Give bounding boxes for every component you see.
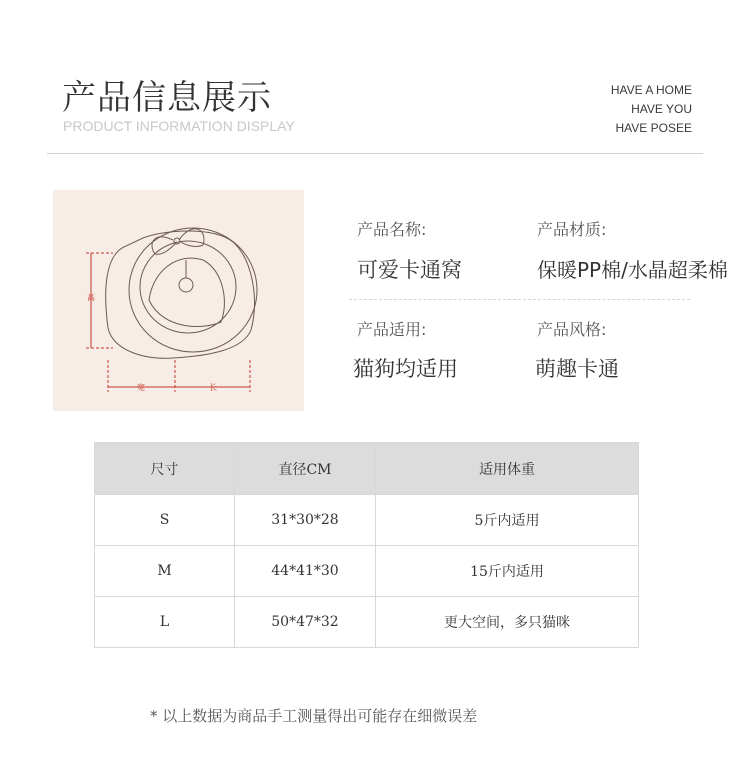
cell-weight: 更大空间，多只猫咪 xyxy=(376,597,639,648)
size-table xyxy=(94,442,639,648)
product-material-label: 产品材质: xyxy=(537,220,607,239)
product-use-label: 产品适用: xyxy=(357,320,427,339)
info-divider xyxy=(349,299,690,300)
pet-bed-drawing xyxy=(53,190,304,411)
product-style-label: 产品风格: xyxy=(537,320,607,339)
page-title: 产品信息展示 xyxy=(62,78,272,118)
cell-weight: 5斤内适用 xyxy=(376,495,639,546)
cell-size: M xyxy=(95,546,235,597)
header-weight: 适用体重 xyxy=(376,443,639,495)
cell-weight: 15斤内适用 xyxy=(376,546,639,597)
cell-diameter: 31*30*28 xyxy=(235,495,376,546)
product-material-value: 保暖PP棉/水晶超柔棉 xyxy=(537,258,728,282)
cell-size: L xyxy=(95,597,235,648)
page-subtitle: PRODUCT INFORMATION DISPLAY xyxy=(63,118,295,134)
product-illustration xyxy=(53,190,304,411)
tagline-line-1: HAVE A HOME xyxy=(610,83,692,97)
header-divider xyxy=(47,153,703,154)
product-use-value: 猫狗均适用 xyxy=(353,357,458,381)
table-row xyxy=(95,546,639,597)
product-name-value: 可爱卡通窝 xyxy=(357,258,462,282)
table-row xyxy=(95,597,639,648)
header-diameter: 直径CM xyxy=(235,443,376,495)
table-row xyxy=(95,495,639,546)
table-header-row xyxy=(95,443,639,495)
length-label: 长 xyxy=(209,383,217,392)
cell-diameter: 44*41*30 xyxy=(235,546,376,597)
width-label: 宽 xyxy=(137,383,145,392)
cell-size: S xyxy=(95,495,235,546)
product-style-value: 萌趣卡通 xyxy=(535,357,619,381)
header-size: 尺寸 xyxy=(95,443,235,495)
tagline-line-3: HAVE POSEE xyxy=(615,121,692,135)
product-name-label: 产品名称: xyxy=(357,220,427,239)
tagline-line-2: HAVE YOU xyxy=(631,102,692,116)
cell-diameter: 50*47*32 xyxy=(235,597,376,648)
height-label: 高 xyxy=(87,293,95,302)
tagline xyxy=(611,81,692,138)
measurement-footnote: * 以上数据为商品手工测量得出可能存在细微误差 xyxy=(150,707,478,725)
